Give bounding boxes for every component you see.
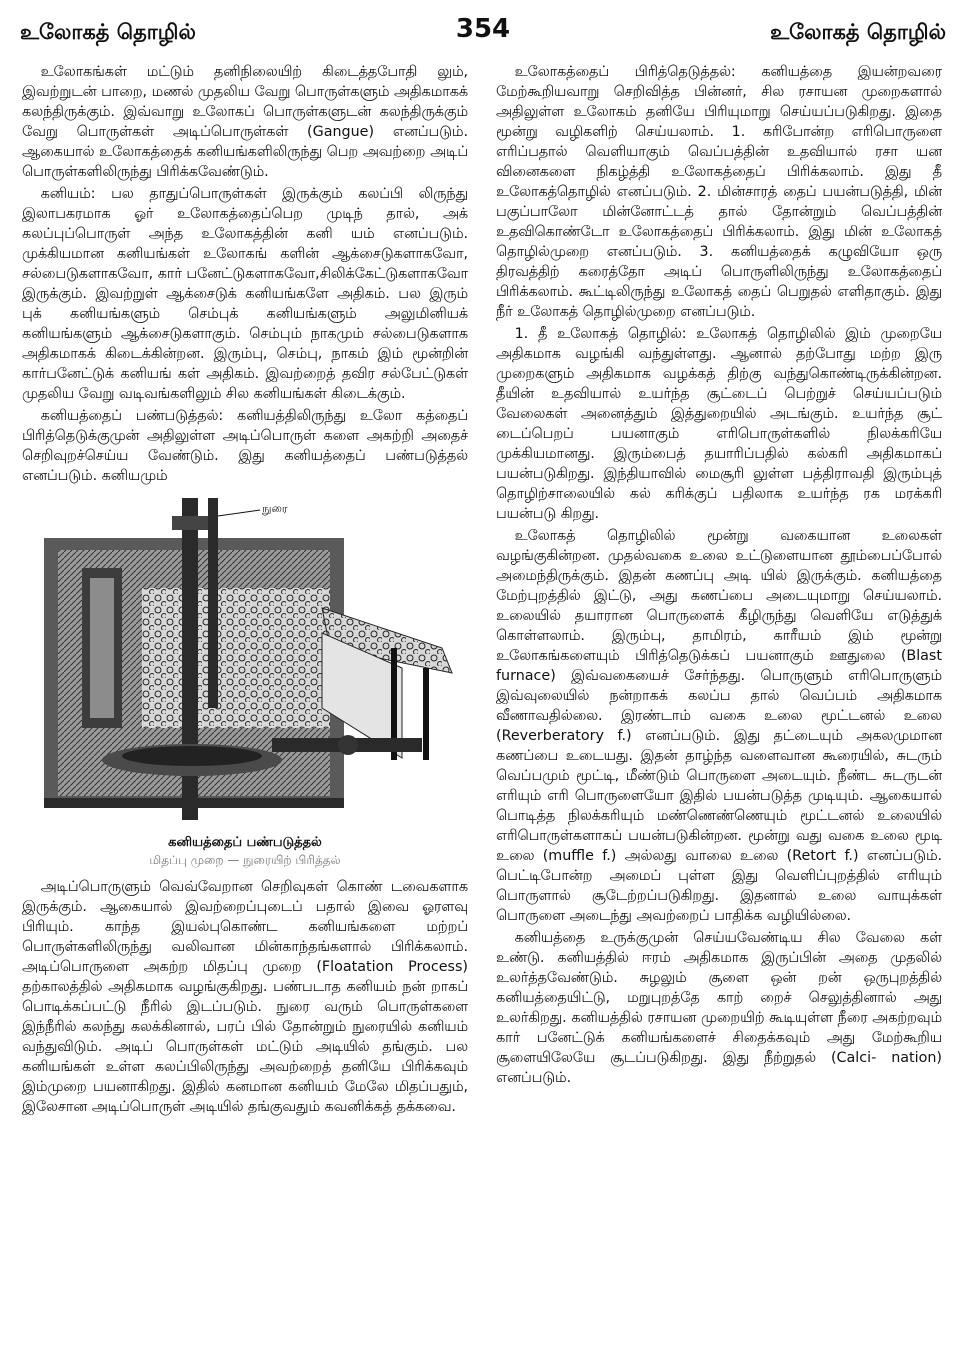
running-title-right: உலோகத் தொழில் — [770, 20, 946, 44]
flotation-cell-figure — [22, 498, 468, 869]
running-title-left: உலோகத் தொழில் — [20, 20, 196, 44]
paragraph-furnaces: உலோகத் தொழிலில் மூன்று வகையான உலைகள் வழங்குகின்றன. முதல்வகை உலை உட்டுளையான தூம்பைப்போல் அமைந்திருக்கும். இதன் கணப்பு அடி யில் இருக்கும். கனியத்தை மேற்புறத்தில் இட்டு, அது கணப்பை அடையுமாறு செய்யலாம். உலையில் தயாரான பொருளைக் கீழிருந்து வெளியே எடுத்துக் கொள்ளலாம். இரும்பு, தாமிரம், காரீயம் இம் மூன்று உலோகங்களையும் பிரித்தெடுக்கப் பயனாகும் ஊதுலை (Blast furnace) இவ்வகையைச் சேர்ந்தது. பொருளும் எரிபொருளும் இவ்வுலையில் நன்றாகக் கலப்ப தால் வெப்பம் அதிகமாக வீணாவதில்லை. இரண்டாம் வகை உலை மூட்டனல் உலை (Reverberatory f.) எனப்படும். இது தட்டையும் அகலமுமான கணப்பை உடையது. இதன் தாழ்ந்த வளைவான கூரையில், சுடரும் வெப்பமும் மூட்டி, மீண்டும் பொருளை அடையும். நீண்ட சுடருடன் எரியும் எரி பொருளையோ இதில் பயன்படுத்த முடியும். ஆகையால் பொடித்த நிலக்கரியும் மண்ணெண்ணெயும் மூட்டனல் உலையில் எரிபொருள்களாகப் பயன்படுகின்றன. மூன்று வது வகை உலை மூடி உலை (muffle f.) அல்லது வாலை உலை (Retort f.) எனப்படும். பெட்டிபோன்ற அமைப் புள்ள இது வெளிப்புறத்தில் எரியும் பொருளால் சூடேற்றப்படுகிறது. இதனால் உலை வாயுக்கள் பொருளை அடைந்து அவற்றைப் பாதிக்க வழியில்லை. — [496, 528, 942, 924]
paragraph-calcination: கனியத்தை உருக்குமுன் செய்யவேண்டிய சில வேலை கள் உண்டு. கனியத்தில் ஈரம் அதிகமாக இருப்பின் அதை முதலில் உலர்த்தவேண்டும். சுழலும் சூளை ஒன் றன் ஒருபுறத்தில் கனியத்தையிட்டு, மறுபுறத்தே காற் றைச் செலுத்தினால் அது உலர்கிறது. கனியத்தில் ரசாயன முறையிற் கூடியுள்ள நீரை அகற்றவும் கார் பனேட்டுக் கனியங்களைச் சிதைக்கவும் அது மேற்கூறிய சூளையிலேயே சூடப்படுகிறது. இது நீற்றுதல் (Calci- nation) எனப்படும். — [496, 930, 942, 1086]
paragraph-ore: கனியம்: பல தாதுப்பொருள்கள் இருக்கும் கலப்பி லிருந்து இலாபகரமாக ஓர் உலோகத்தைப்பெற முடிந் தால், அக் கலப்புப்பொருள் அந்த உலோகத்தின் கனி யம் எனப்படும். முக்கியமான கனியங்கள் உலோகங் களின் ஆக்சைடுகளாகவோ, சல்பைடுகளாகவோ, கார் பனேட்டுகளாகவோ,சிலிக்கேட்டுகளாகவோ இருக்கும். இவற்றுள் ஆக்சைடுக் கனியங்களே அதிகம். பல இரும் புக் கனியங்களும் செம்புக் கனியங்களும் அலுமினியக் கனியங்களும் ஆக்சைடுகளாகும். செம்பும் நாகமும் சல்பைடுகளாக அதிகமாகக் கிடைக்கின்றன. இரும்பு, செம்பு, நாகம் இம் மூன்றின் கார்பனேட்டுக் கனியங் கள் அதிகம். இவற்றைத் தவிர சல்பேட்டுகள் முதலிய வேறு வடிவங்களிலும் சில கனியங்கள் கிடைக்கும். — [22, 186, 468, 402]
paragraph-gangue: உலோகங்கள் மட்டும் தனிநிலையிற் கிடைத்தபோதி லும், இவற்றுடன் பாறை, மணல் முதலிய வேறு பொருள்களும் அதிகமாகக் கலந்திருக்கும். இவ்வாறு உலோகப் பொருள்களுடன் கலந்திருக்கும் வேறு பொருள்கள் அடிப்பொருள்கள் (Gangue) எனப்படும். ஆகையால் உலோகத்தைக் கனியங்களிலிருந்து பெற அவற்றை அடிப் பொருள்களிலிருந்து பிரிக்கவேண்டும். — [22, 64, 468, 180]
flotation-cell-illustration — [22, 498, 468, 828]
figure-caption: கனியத்தைப் பண்படுத்தல் — [168, 835, 322, 850]
page-number: 354 — [455, 14, 511, 44]
paragraph-flotation: அடிப்பொருளும் வெவ்வேறான செறிவுகள் கொண் டவைகளாக இருக்கும். ஆகையால் இவற்றைப்புடைப் பதால் இவை ஓரளவு பிரியும். காந்த இயல்புகொண்ட கனியங்களை மற்றப் பொருள்களிலிருந்து வலிவான மின்காந்தங்களால் பிரிக்கலாம். அடிப்பொருளை அகற்ற மிதப்பு முறை (Floatation Process) தற்காலத்தில் அதிகமாக வழங்குகிறது. பண்படாத கனியம் நன் றாகப் பொடிக்கப்பட்டு நீரில் இடப்படும். நுரை வரும் பொருள்களை இந்நீரில் கலந்து கலக்கினால், பரப் பில் தோன்றும் நுரையில் கனியம் வந்துவிடும். அடிப் பொருள்கள் மட்டும் அடியில் தங்கும். பல கனியங்கள் உள்ள கலப்பிலிருந்து அவற்றைத் தனியே பிரிக்கவும் இம்முறை பயனாகிறது. இதில் கனமான கனியம் மேலே மிதப்பதும், இலேசான அடிப்பொருள் அடியில் தங்குவதும் கவனிக்கத் தக்கவை. — [22, 879, 468, 1115]
right-column — [496, 62, 942, 1352]
paragraph-extraction: உலோகத்தைப் பிரித்தெடுத்தல்: கனியத்தை இயன்றவரை மேற்கூறியவாறு செறிவித்த பின்னர், சில ரசாயன முறைகளால் அதிலுள்ள உலோகம் தனியே பிரியுமாறு செய்யப்படுகிறது. இதை மூன்று வழிகளிற் செய்யலாம். 1. கரிபோன்ற எரிபொருளை எரிப்பதால் வெளியாகும் வெப்பத்தின் உதவியால் ரசா யன வினைகளை நிகழ்த்தி உலோகத்தைப் பிரிக்கலாம். இது தீ உலோகத்தொழில் எனப்படும். 2. மின்சாரத் தைப் பயன்படுத்தி, மின் பகுப்பாலோ மின்னோட்டத் தால் தோன்றும் வெப்பத்தின் உதவிகொண்டோ உலோகத்தைப் பிரிக்கலாம். இது மின் உலோகத் தொழில்முறை எனப்படும். 3. கனியத்தைக் கழுவியோ ஒரு திரவத்திற் கரைத்தோ அடிப் பொருளிலிருந்து உலோகத்தைப் பிரிக்கலாம். கூட்டிலிருந்து உலோகத் தைப் பெறுதல் எளிதாகும். இது நீர் உலோகத் தொழில்முறை எனப்படும். — [496, 64, 942, 320]
figure-subcaption: மிதப்பு முறை — நுரையிற் பிரித்தல் — [149, 853, 341, 867]
figure-label-froth: நுரை — [262, 502, 288, 515]
left-column — [22, 62, 468, 1352]
paragraph-ore-dressing: கனியத்தைப் பண்படுத்தல்: கனியத்திலிருந்து உலோ கத்தைப் பிரித்தெடுக்குமுன் அதிலுள்ள அடிப்பொருள் களை அகற்றி அதைச் செறிவுறச்செய்ய வேண்டும். இது கனியத்தைப் பண்படுத்தல் எனப்படும். கனியமும் — [22, 408, 468, 484]
paragraph-pyrometallurgy: 1. தீ உலோகத் தொழில்: உலோகத் தொழிலில் இம் முறையே அதிகமாக வழங்கி வந்துள்ளது. ஆனால் தற்போது மற்ற இரு முறைகளும் அதிகமாக வழக்கத் திற்கு வந்துகொண்டிருக்கின்றன. தீயின் உதவியால் உயர்ந்த சூட்டைப் பெற்றுச் செய்யப்படும் வேலைகள் அனைத்தும் இத்துறையில் அடங்கும். உயர்ந்த சூட் டைப்பெறப் பயனாகும் எரிபொருள்களில் நிலக்கரியே முக்கியமானது. இரும்பைத் தயாரிப்பதில் கல்கரி அதிகமாகப் பயன்படுகிறது. இந்தியாவில் மைசூரி லுள்ள பத்திராவதி இரும்புத் தொழிற்சாலையில் கல் கரிக்குப் பதிலாக உயர்ந்த ரக மரக்கரி பயன்படு கிறது. — [496, 326, 942, 522]
page-header — [20, 14, 946, 54]
